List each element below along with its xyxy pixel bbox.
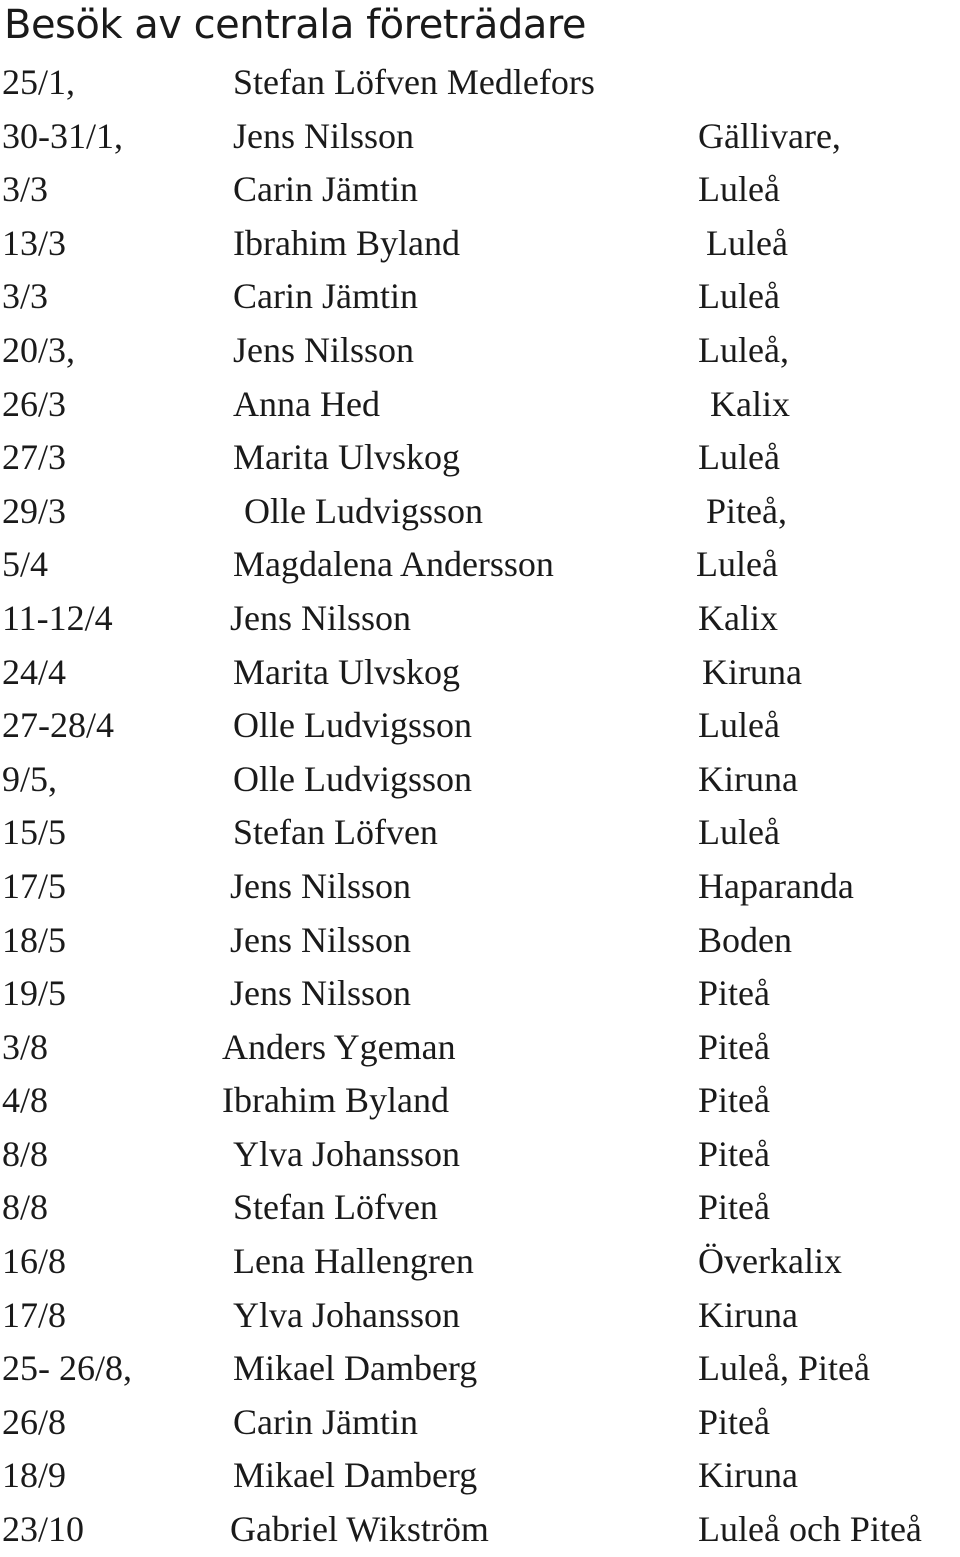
visit-date: 23/10: [2, 1509, 85, 1550]
visit-date: 19/5: [2, 973, 67, 1014]
visit-place: Luleå: [698, 812, 780, 853]
visit-row: [0, 163, 960, 217]
visit-place: Piteå: [698, 1026, 770, 1067]
visit-person: Stefan Löfven Medlefors: [233, 62, 595, 102]
visit-row: [0, 217, 960, 271]
visit-date: 18/5: [2, 919, 67, 960]
visit-row: [0, 1021, 960, 1075]
visit-row: [0, 1235, 960, 1289]
visit-row: [0, 1342, 960, 1396]
visit-row: [0, 860, 960, 914]
visit-row: [0, 699, 960, 753]
visit-person: Mikael Damberg: [233, 1348, 478, 1389]
visit-list: [0, 56, 960, 1557]
visit-place: Piteå: [698, 973, 770, 1014]
visit-place: Piteå: [698, 1187, 770, 1228]
visit-place: Boden: [698, 919, 792, 960]
visit-person: Jens Nilsson: [230, 865, 412, 906]
visit-row: [0, 1128, 960, 1182]
visit-date: 27-28/4: [2, 705, 114, 746]
visit-person: Ibrahim Byland: [233, 222, 460, 263]
visit-date: 5/4: [2, 544, 49, 585]
visit-place: Piteå: [698, 1080, 770, 1121]
visit-person: Anders Ygeman: [222, 1026, 456, 1067]
visit-date: 30-31/1,: [2, 115, 123, 156]
visit-person: Jens Nilsson: [233, 115, 415, 156]
visit-date: 26/3: [2, 383, 67, 424]
visit-row: [0, 1289, 960, 1343]
visit-person: Olle Ludvigsson: [244, 490, 483, 531]
visit-place: Luleå och Piteå: [698, 1509, 922, 1550]
visit-date: 17/5: [2, 865, 67, 906]
visit-person: Lena Hallengren: [233, 1241, 474, 1282]
visit-date: 25/1,: [2, 62, 76, 102]
visit-place: Piteå: [698, 1401, 770, 1442]
visit-person: Anna Hed: [233, 383, 380, 424]
visit-date: 3/8: [2, 1026, 49, 1067]
visit-date: 11-12/4: [2, 597, 113, 638]
visit-date: 8/8: [2, 1187, 49, 1228]
visit-place: Kiruna: [698, 758, 798, 799]
visit-row: [0, 967, 960, 1021]
visit-place: Luleå: [696, 544, 778, 585]
visit-row: [0, 806, 960, 860]
visit-place: Kiruna: [698, 1294, 798, 1335]
visit-place: Gällivare,: [698, 115, 841, 156]
visit-date: 24/4: [2, 651, 67, 692]
visit-person: Jens Nilsson: [230, 973, 412, 1014]
visit-row: [0, 1503, 960, 1557]
visit-place: Luleå,: [698, 329, 789, 370]
visit-row: [0, 378, 960, 432]
visit-date: 17/8: [2, 1294, 67, 1335]
visit-place: Luleå: [698, 705, 780, 746]
visit-row: [0, 1181, 960, 1235]
visit-person: Stefan Löfven: [233, 812, 438, 853]
visit-person: Ylva Johansson: [233, 1133, 460, 1174]
visit-person: Olle Ludvigsson: [233, 705, 472, 746]
visit-date: 16/8: [2, 1241, 67, 1282]
visit-row: [0, 538, 960, 592]
visit-row: [0, 1396, 960, 1450]
visit-row: [0, 431, 960, 485]
visit-person: Ylva Johansson: [233, 1294, 460, 1335]
visit-person: Ibrahim Byland: [222, 1080, 449, 1121]
visit-date: 8/8: [2, 1133, 49, 1174]
visit-place: Kalix: [710, 383, 790, 424]
visit-person: Magdalena Andersson: [233, 544, 554, 585]
visit-row: [0, 592, 960, 646]
visit-date: 3/3: [2, 276, 49, 317]
visit-row: [0, 324, 960, 378]
visit-place: Luleå: [698, 276, 780, 317]
visit-person: Jens Nilsson: [230, 919, 412, 960]
visit-person: Jens Nilsson: [230, 597, 412, 638]
visit-date: 25- 26/8,: [2, 1348, 132, 1389]
visit-row: [0, 56, 960, 110]
visit-row: [0, 646, 960, 700]
visit-row: [0, 110, 960, 164]
visit-place: Piteå: [698, 1133, 770, 1174]
visit-person: Carin Jämtin: [233, 1401, 418, 1442]
visit-row: [0, 485, 960, 539]
visit-date: 3/3: [2, 169, 49, 210]
visit-row: [0, 270, 960, 324]
visit-date: 20/3,: [2, 329, 76, 370]
visit-place: Haparanda: [698, 865, 854, 906]
visit-place: Luleå: [698, 437, 780, 478]
visit-date: 26/8: [2, 1401, 67, 1442]
visit-row: [0, 1449, 960, 1503]
visit-person: Olle Ludvigsson: [233, 758, 472, 799]
page-title: Besök av centrala företrädare: [4, 2, 587, 48]
visit-date: 4/8: [2, 1080, 49, 1121]
visit-date: 9/5,: [2, 758, 58, 799]
visit-place: Luleå: [698, 169, 780, 210]
visit-person: Carin Jämtin: [233, 169, 418, 210]
visit-row: [0, 1074, 960, 1128]
visit-person: Marita Ulvskog: [233, 437, 460, 478]
visit-row: [0, 753, 960, 807]
visit-place: Kalix: [698, 597, 778, 638]
visit-row: [0, 914, 960, 968]
visit-place: Luleå, Piteå: [698, 1348, 870, 1389]
visit-person: Mikael Damberg: [233, 1455, 478, 1496]
visit-date: 29/3: [2, 490, 67, 531]
visit-person: Carin Jämtin: [233, 276, 418, 317]
visit-person: Stefan Löfven: [233, 1187, 438, 1228]
visit-person: Marita Ulvskog: [233, 651, 460, 692]
visit-date: 27/3: [2, 437, 67, 478]
visit-place: Överkalix: [698, 1241, 842, 1282]
visit-person: Jens Nilsson: [233, 329, 415, 370]
visit-place: Luleå: [706, 222, 788, 263]
visit-person: Gabriel Wikström: [230, 1509, 489, 1550]
visit-date: 15/5: [2, 812, 67, 853]
visit-date: 13/3: [2, 222, 67, 263]
visit-place: Piteå,: [706, 490, 787, 531]
visit-place: Kiruna: [698, 1455, 798, 1496]
visit-place: Kiruna: [702, 651, 802, 692]
visit-date: 18/9: [2, 1455, 67, 1496]
